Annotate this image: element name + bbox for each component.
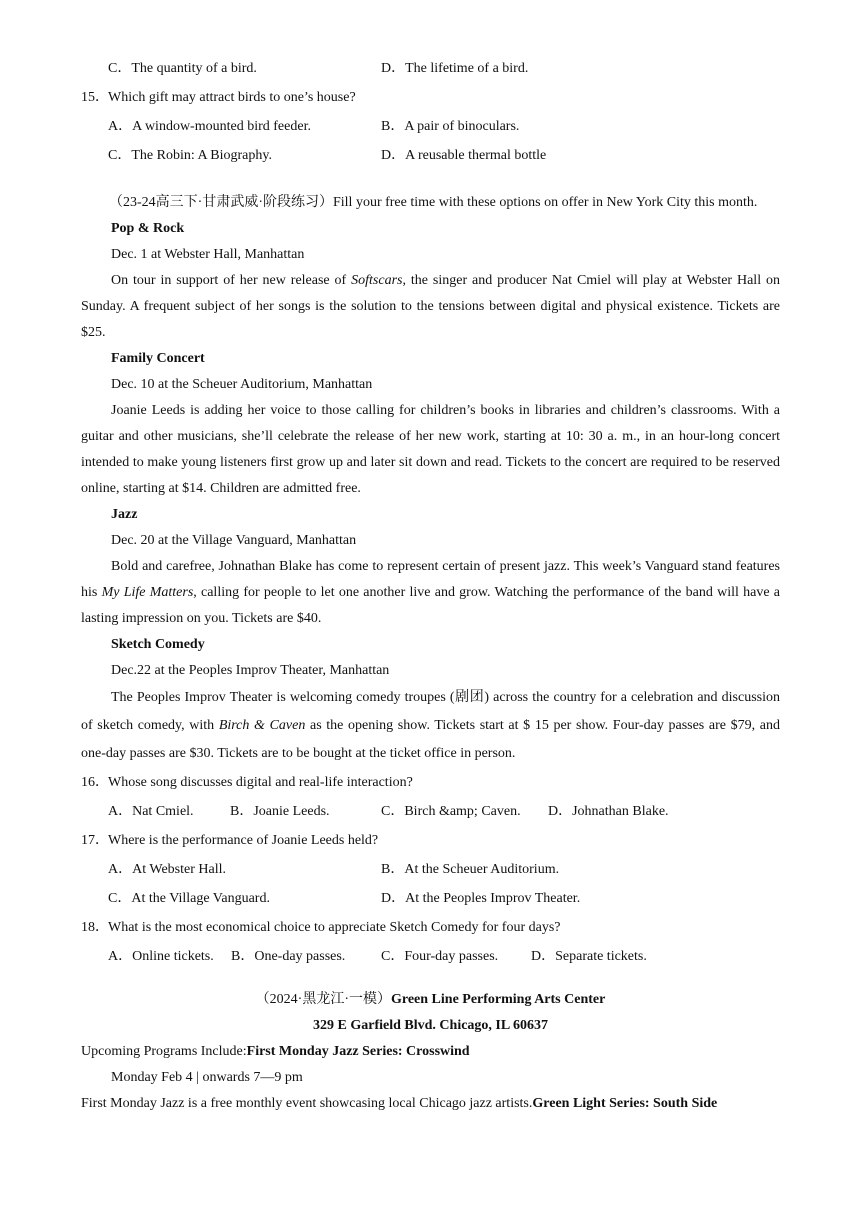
section-body: Bold and carefree, Johnathan Blake has come to represent certain of present jazz. This week’s Vanguard stand features his My Life Matters, calling for people to let one another live and grow. Watching the performance of the band will have a lasting impression on you. Tickets are $40. <box>81 559 780 626</box>
q14-options-cd <box>81 54 780 83</box>
q17-option-a[interactable]: A．At Webster Hall. <box>108 861 226 877</box>
section-title: Sketch Comedy <box>111 637 205 652</box>
q18-question: What is the most economical choice to appreciate Sketch Comedy for four days? <box>108 919 561 935</box>
passage2-intro: （23-24高三下·甘肃武威·阶段练习）Fill your free time with these options on offer in New York City this month. <box>109 195 758 210</box>
q15-question: Which gift may attract birds to one’s house? <box>108 89 356 105</box>
program1-title: First Monday Jazz Series: Crosswind <box>246 1044 470 1059</box>
section-title: Jazz <box>111 507 138 522</box>
q17-option-d[interactable]: D．At the Peoples Improv Theater. <box>381 890 581 906</box>
passage3-title <box>81 987 780 1013</box>
section-title: Pop & Rock <box>111 221 185 236</box>
q18-number: 18． <box>81 919 109 935</box>
q17-option-c[interactable]: C．At the Village Vanguard. <box>108 890 270 906</box>
section-jazz <box>81 502 780 632</box>
section-family-concert <box>81 346 780 502</box>
q16-question: Whose song discusses digital and real-life interaction? <box>108 774 413 790</box>
q16-option-a[interactable]: A．Nat Cmiel. <box>108 803 194 819</box>
q15-stem <box>81 83 780 112</box>
q15-options-ab <box>81 112 780 141</box>
program1-time: Monday Feb 4 | onwards 7—9 pm <box>111 1070 303 1085</box>
q17-option-b[interactable]: B．At the Scheuer Auditorium. <box>381 861 560 877</box>
section-body: Joanie Leeds is adding her voice to those calling for children’s books in libraries and children’s classrooms. With a guitar and other musicians, she’ll celebrate the release of her new work, starting at 10: 30 a. m., in an hour-long concert intended to make young listeners first grow up and later sit down and read. Tickets to the concert are required to be reserved online, starting at $14. Children are admitted free. <box>81 403 780 496</box>
q15-options-cd <box>81 141 780 170</box>
section-when: Dec. 1 at Webster Hall, Manhattan <box>111 247 305 262</box>
q17-options-ab <box>81 855 780 884</box>
section-sketch-comedy <box>81 632 780 768</box>
q18-option-b[interactable]: B．One-day passes. <box>231 948 346 964</box>
programs-line <box>81 1039 780 1065</box>
program1-desc-line <box>81 1091 780 1117</box>
venue-address: 329 E Garfield Blvd. Chicago, IL 60637 <box>313 1018 548 1033</box>
q15-number: 15． <box>81 89 109 105</box>
q16-option-c[interactable]: C．Birch &amp; Caven. <box>381 803 521 819</box>
q15-option-a[interactable]: A．A window-mounted bird feeder. <box>108 118 311 134</box>
program2-title: Green Light Series: South Side <box>532 1096 718 1111</box>
q18-stem <box>81 913 780 942</box>
document-page <box>81 54 780 1117</box>
q18-option-c[interactable]: C．Four-day passes. <box>381 948 499 964</box>
q15-option-c[interactable]: C．The Robin: A Biography. <box>108 147 272 163</box>
q16-option-b[interactable]: B．Joanie Leeds. <box>230 803 330 819</box>
passage3-source: （2024·黑龙江·一模） <box>255 992 391 1007</box>
q17-number: 17． <box>81 832 109 848</box>
q18-option-a[interactable]: A．Online tickets. <box>108 948 214 964</box>
programs-label: Upcoming Programs Include: <box>81 1044 247 1059</box>
section-body: On tour in support of her new release of Softscars, the singer and producer Nat Cmiel will play at Webster Hall on Sunday. A frequent subject of her songs is the solution to the tensions between digital and physical existence. Tickets are $25. <box>81 273 780 340</box>
q16-number: 16． <box>81 774 109 790</box>
section-when: Dec.22 at the Peoples Improv Theater, Manhattan <box>111 663 390 678</box>
q18-options <box>81 942 780 971</box>
section-when: Dec. 10 at the Scheuer Auditorium, Manhattan <box>111 377 373 392</box>
q16-option-d[interactable]: D．Johnathan Blake. <box>548 803 669 819</box>
q16-stem <box>81 768 780 797</box>
section-body: The Peoples Improv Theater is welcoming comedy troupes (剧团) across the country for a celebration and discussion of sketch comedy, with Birch & Caven as the opening show. Tickets start at $ 15 per show. Four-day passes are $79, and one-day passes are $30. Tickets are to be bought at the ticket office in person. <box>81 690 780 761</box>
q18-option-d[interactable]: D．Separate tickets. <box>531 948 647 964</box>
q15-option-b[interactable]: B．A pair of binoculars. <box>381 118 520 134</box>
q14-option-c[interactable]: C．The quantity of a bird. <box>108 60 257 76</box>
q17-options-cd <box>81 884 780 913</box>
section-pop-rock <box>81 216 780 346</box>
section-title: Family Concert <box>111 351 205 366</box>
q14-option-d[interactable]: D．The lifetime of a bird. <box>381 60 529 76</box>
program1-desc: First Monday Jazz is a free monthly event showcasing local Chicago jazz artists. <box>81 1096 533 1111</box>
q17-stem <box>81 826 780 855</box>
section-when: Dec. 20 at the Village Vanguard, Manhattan <box>111 533 357 548</box>
q15-option-d[interactable]: D．A reusable thermal bottle <box>381 147 547 163</box>
q16-options <box>81 797 780 826</box>
venue-name: Green Line Performing Arts Center <box>390 992 606 1007</box>
q17-question: Where is the performance of Joanie Leeds held? <box>108 832 379 848</box>
